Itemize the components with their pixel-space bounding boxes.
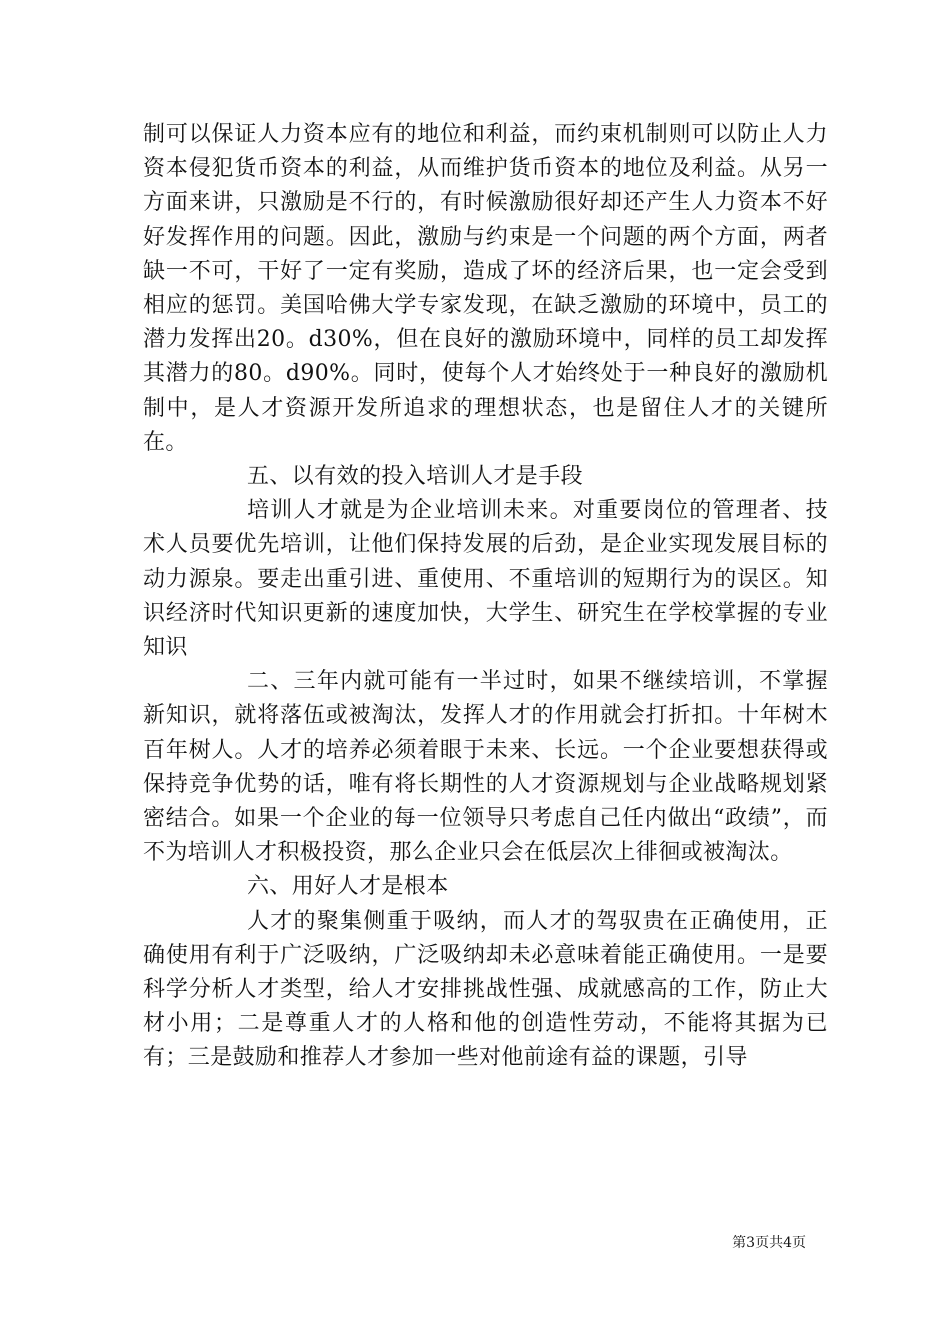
paragraph-training-continued: 二、三年内就可能有一半过时，如果不继续培训，不掌握新知识，就将落伍或被淘汰，发挥人才的作用就会打折扣。十年树木百年树人。人才的培养必须着眼于未来、长远。一个企业要想获得或保持竞争优势的话，唯有将长期性的人才资源规划与企业战略规划紧密结合。如果一个企业的每一位领导只考虑自己任内做出“政绩”，而不为培训人才积极投资，那么企业只会在低层次上徘徊或被淘汰。: [143, 669, 828, 866]
heading-section-five: 五、以有效的投入培训人才是手段: [247, 464, 584, 490]
body-text: [143, 118, 828, 1076]
heading-section-six: 六、用好人才是根本: [247, 874, 449, 900]
paragraph-training: 培训人才就是为企业培训未来。对重要岗位的管理者、技术人员要优先培训，让他们保持发展的后劲，是企业实现发展目标的动力源泉。要走出重引进、重使用、不重培训的短期行为的误区。知识经济时代知识更新的速度加快，大学生、研究生在学校掌握的专业知识: [143, 498, 828, 661]
paragraph-incentive-constraint: 制可以保证人力资本应有的地位和利益，而约束机制则可以防止人力资本侵犯货币资本的利益，从而维护货币资本的地位及利益。从另一方面来讲，只激励是不行的，有时候激励很好却还产生人力资本不好好发挥作用的问题。因此，激励与约束是一个问题的两个方面，两者缺一不可，干好了一定有奖励，造成了坏的经济后果，也一定会受到相应的惩罚。美国哈佛大学专家发现，在缺乏激励的环境中，员工的潜力发挥出20。d30%，但在良好的激励环境中，同样的员工却发挥其潜力的80。d90%。同时，使每个人才始终处于一种良好的激励机制中，是人才资源开发所追求的理想状态，也是留住人才的关键所在。: [143, 122, 828, 455]
paragraph-talent-use: 人才的聚集侧重于吸纳，而人才的驾驭贵在正确使用，正确使用有利于广泛吸纳，广泛吸纳却未必意味着能正确使用。一是要科学分析人才类型，给人才安排挑战性强、成就感高的工作，防止大材小用；二是尊重人才的人格和他的创造性劳动，不能将其据为已有；三是鼓励和推荐人才参加一些对他前途有益的课题，引导: [143, 908, 828, 1071]
page-number: 第3页共4页: [732, 1235, 806, 1251]
